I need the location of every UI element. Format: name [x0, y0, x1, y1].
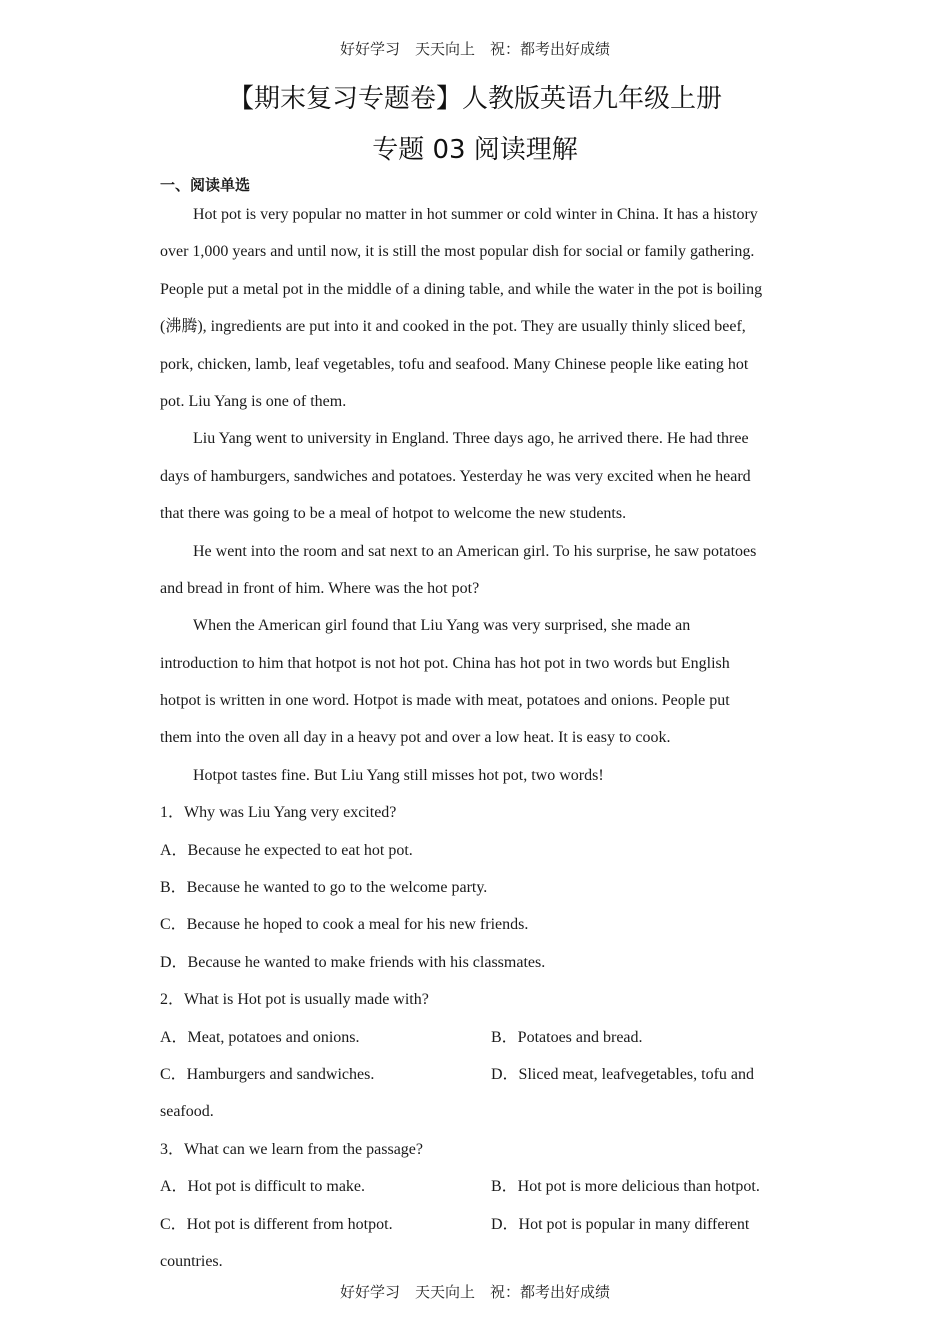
option-row [160, 1056, 792, 1093]
option-d-continued: countries. [160, 1252, 223, 1270]
document-body [160, 196, 792, 1280]
option-a: A．Because he expected to eat hot pot. [160, 841, 413, 859]
page-title: 【期末复习专题卷】人教版英语九年级上册 [227, 84, 722, 114]
option-row [160, 1019, 792, 1056]
question-1 [160, 794, 792, 981]
passage-line: Hotpot tastes fine. But Liu Yang still misses hot pot, two words! [193, 766, 604, 784]
option-c: C．Because he hoped to cook a meal for his new friends. [160, 916, 529, 934]
option-row [160, 1168, 792, 1205]
passage-line: over 1,000 years and until now, it is still the most popular dish for social or family gathering. [160, 243, 755, 261]
page-subtitle: 专题 03 阅读理解 [372, 135, 578, 165]
page-footer: 好好学习 天天向上 祝：都考出好成绩 [339, 1283, 610, 1301]
passage-line: He went into the room and sat next to an American girl. To his surprise, he saw potatoes [193, 542, 757, 560]
question-stem: 1．Why was Liu Yang very excited? [160, 804, 397, 822]
passage-line: them into the oven all day in a heavy pot and over a low heat. It is easy to cook. [160, 729, 671, 747]
question-3 [160, 1131, 792, 1281]
passage-line: Hot pot is very popular no matter in hot summer or cold winter in China. It has a history [193, 206, 758, 223]
passage-line: pot. Liu Yang is one of them. [160, 392, 347, 410]
passage-line: and bread in front of him. Where was the hot pot? [160, 579, 480, 597]
question-2 [160, 981, 792, 1131]
option-a: A．Hot pot is difficult to make. [160, 1178, 366, 1196]
passage-line: introduction to him that hotpot is not hot pot. China has hot pot in two words but English [160, 654, 730, 672]
option-b: B．Potatoes and bread. [491, 1028, 643, 1046]
option-c: C．Hamburgers and sandwiches. [160, 1065, 375, 1083]
option-d-continued: seafood. [160, 1103, 214, 1121]
passage-line: (沸腾), ingredients are put into it and cooked in the pot. They are usually thinly sliced beef, [160, 318, 746, 336]
option-b: B．Hot pot is more delicious than hotpot. [491, 1178, 760, 1196]
option-b: B．Because he wanted to go to the welcome party. [160, 879, 488, 897]
passage-line: When the American girl found that Liu Yang was very surprised, she made an [193, 617, 691, 635]
passage-line: that there was going to be a meal of hotpot to welcome the new students. [160, 505, 627, 523]
passage-line: hotpot is written in one word. Hotpot is made with meat, potatoes and onions. People put [160, 692, 730, 710]
page-header: 好好学习 天天向上 祝：都考出好成绩 [339, 40, 610, 58]
passage-line: pork, chicken, lamb, leaf vegetables, tofu and seafood. Many Chinese people like eating hot [160, 355, 749, 373]
option-row [160, 1206, 792, 1243]
question-stem: 3．What can we learn from the passage? [160, 1140, 423, 1158]
option-d: D．Because he wanted to make friends with his classmates. [160, 953, 546, 971]
reading-passage [160, 196, 792, 794]
option-a: A．Meat, potatoes and onions. [160, 1028, 360, 1046]
passage-line: Liu Yang went to university in England. Three days ago, he arrived there. He had three [193, 430, 749, 448]
passage-line: People put a metal pot in the middle of a dining table, and while the water in the pot is boiling [160, 280, 763, 298]
question-stem: 2．What is Hot pot is usually made with? [160, 991, 429, 1009]
option-c: C．Hot pot is different from hotpot. [160, 1215, 393, 1233]
passage-line: days of hamburgers, sandwiches and potatoes. Yesterday he was very excited when he heard [160, 467, 751, 485]
section-heading: 一、阅读单选 [160, 176, 251, 194]
option-d: D．Hot pot is popular in many different [491, 1215, 750, 1233]
option-d: D．Sliced meat, leafvegetables, tofu and [491, 1065, 755, 1083]
